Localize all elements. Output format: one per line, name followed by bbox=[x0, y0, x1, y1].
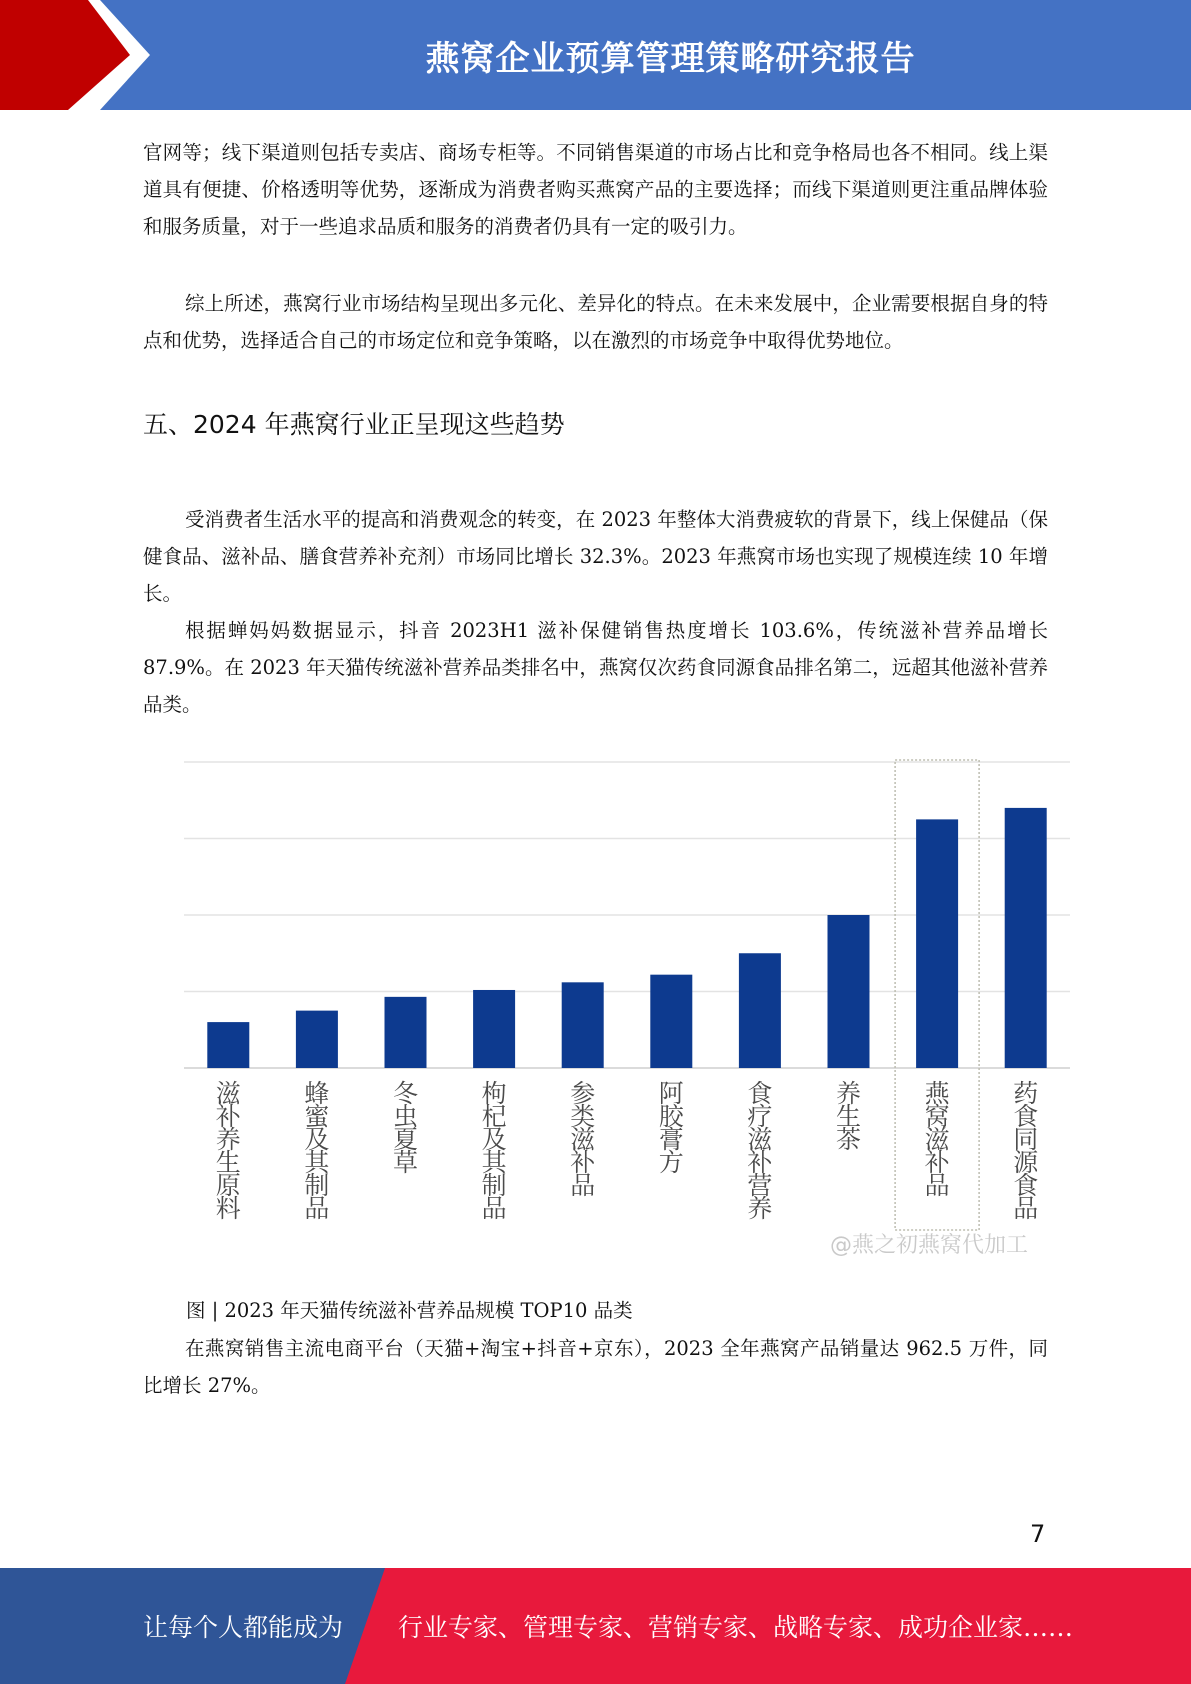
chart-bar bbox=[385, 997, 427, 1068]
chart-category-label: 食疗滋补营养 bbox=[747, 1079, 773, 1223]
chart-category-label: 参类滋补品 bbox=[570, 1079, 596, 1200]
chart-category-label: 阿胶膏方 bbox=[658, 1079, 684, 1177]
chart-category-label: 燕窝滋补品 bbox=[924, 1079, 950, 1200]
page-footer bbox=[0, 1568, 1191, 1684]
chart-category-label: 养生茶 bbox=[835, 1079, 862, 1154]
chart-bar bbox=[739, 953, 781, 1068]
chart-bar bbox=[650, 975, 692, 1068]
category-bar-chart bbox=[180, 752, 1080, 1262]
chart-bar bbox=[916, 819, 958, 1068]
chart-category-label: 滋补养生原料 bbox=[215, 1079, 241, 1223]
chart-bar bbox=[296, 1011, 338, 1068]
paragraph-sales-channels: 官网等；线下渠道则包括专卖店、商场专柜等。不同销售渠道的市场占比和竞争格局也各不相同。线上渠道具有便捷、价格透明等优势，逐渐成为消费者购买燕窝产品的主要选择；而线下渠道则更注重品牌体验和服务质量，对于一些追求品质和服务的消费者仍具有一定的吸引力。 bbox=[143, 141, 1048, 238]
chart-bar bbox=[828, 915, 870, 1068]
report-title: 燕窝企业预算管理策略研究报告 bbox=[425, 38, 916, 79]
chart-category-label: 蜂蜜及其制品 bbox=[304, 1079, 330, 1223]
chart-category-label: 枸杞及其制品 bbox=[481, 1079, 507, 1223]
page-header bbox=[0, 0, 1191, 110]
chart-category-label: 冬虫夏草 bbox=[392, 1079, 419, 1177]
footer-slogan-left: 让每个人都能成为 bbox=[143, 1613, 344, 1642]
page-number: 7 bbox=[1030, 1520, 1046, 1548]
header-arrow-decoration bbox=[0, 0, 160, 110]
chart-bar bbox=[562, 982, 604, 1068]
footer-slogan-right: 行业专家、管理专家、营销专家、战略专家、成功企业家…… bbox=[398, 1613, 1074, 1642]
paragraph-sales-volume: 在燕窝销售主流电商平台（天猫+淘宝+抖音+京东），2023 全年燕窝产品销量达 962.5 万件，同比增长 27%。 bbox=[143, 1337, 1048, 1397]
chart-bar bbox=[207, 1022, 249, 1068]
section-heading: 五、2024 年燕窝行业正呈现这些趋势 bbox=[143, 410, 565, 439]
chart-category-label: 药食同源食品 bbox=[1013, 1079, 1039, 1223]
paragraph-market-growth: 受消费者生活水平的提高和消费观念的转变，在 2023 年整体大消费疲软的背景下，线上保健品（保健食品、滋补品、膳食营养补充剂）市场同比增长 32.3%。2023 年燕窝市场也实现了规模连续 10 年增长。 bbox=[143, 508, 1048, 605]
figure-caption: 图 | 2023 年天猫传统滋补营养品规模 TOP10 品类 bbox=[186, 1299, 633, 1322]
chart-bar bbox=[1005, 808, 1047, 1068]
chart-bar bbox=[473, 990, 515, 1068]
chart-svg bbox=[180, 752, 1080, 1262]
watermark: @燕之初燕窝代加工 bbox=[830, 1233, 1029, 1258]
paragraph-summary: 综上所述，燕窝行业市场结构呈现出多元化、差异化的特点。在未来发展中，企业需要根据自身的特点和优势，选择适合自己的市场定位和竞争策略，以在激烈的市场竞争中取得优势地位。 bbox=[143, 292, 1048, 352]
paragraph-chanmama-data: 根据蝉妈妈数据显示，抖音 2023H1 滋补保健销售热度增长 103.6%，传统滋补营养品增长 87.9%。在 2023 年天猫传统滋补营养品类排名中，燕窝仅次药食同源食品排名第二，远超其他滋补营养品类。 bbox=[143, 619, 1048, 716]
